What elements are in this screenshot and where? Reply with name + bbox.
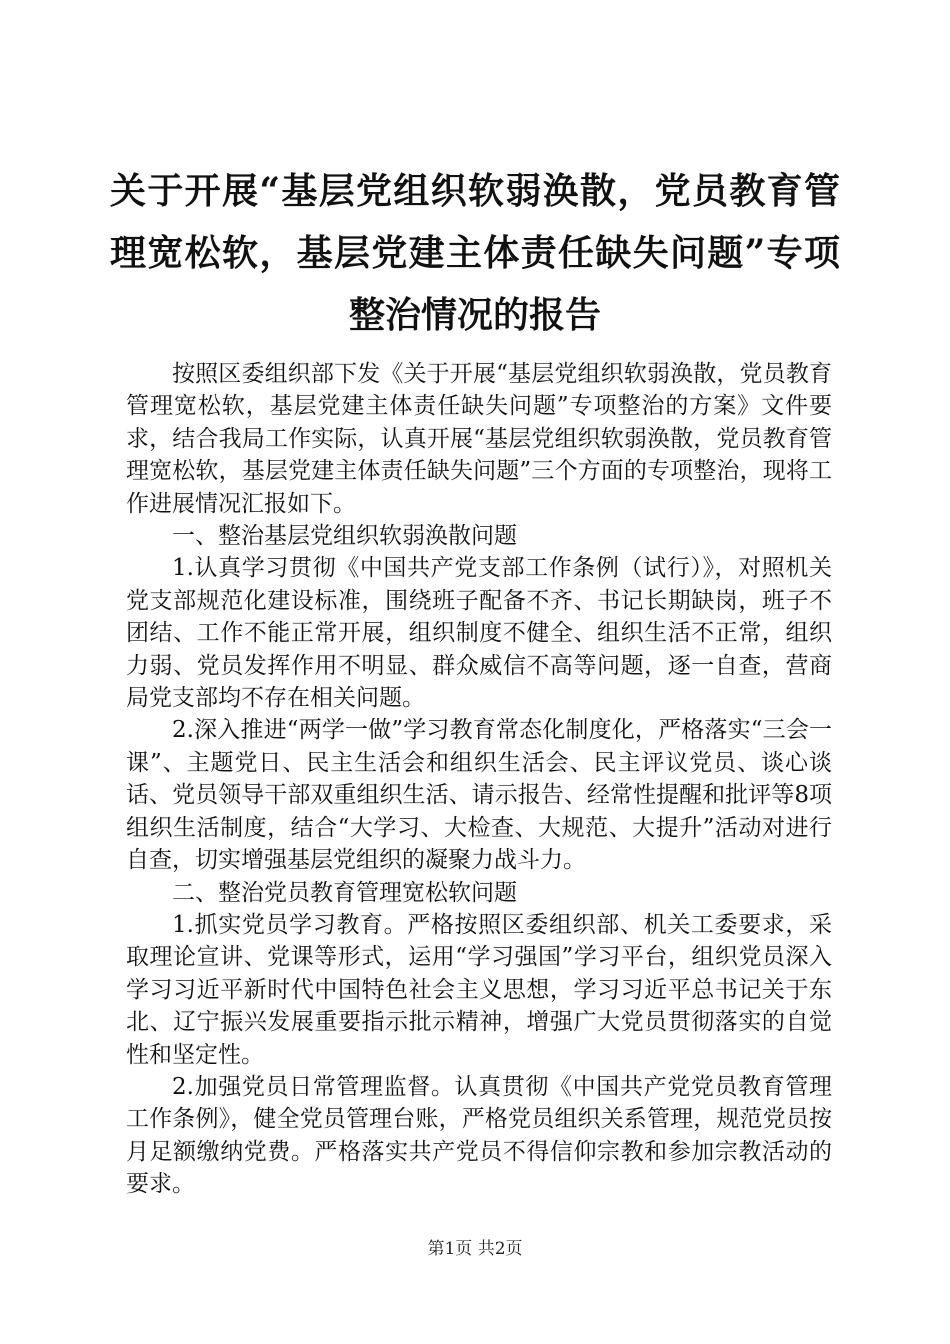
document-body: [126, 358, 832, 1201]
section-2-item-2: 2.加强党员日常管理监督。认真贯彻《中国共产党党员教育管理工作条例》，健全党员管理台账，严格党员组织关系管理，规范党员按月足额缴纳党费。严格落实共产党员不得信仰宗教和参加宗教活动的要求。: [126, 1073, 832, 1198]
page-footer: 第1页 共2页: [427, 1239, 523, 1259]
document-title: 关于开展“基层党组织软弱涣散，党员教育管理宽松软，基层党建主体责任缺失问题”专项整治情况的报告: [110, 170, 840, 336]
section-2-item-1: 1.抓实党员学习教育。严格按照区委组织部、机关工委要求，采取理论宣讲、党课等形式，运用“学习强国”学习平台，组织党员深入学习习近平新时代中国特色社会主义思想，学习习近平总书记关于东北、辽宁振兴发展重要指示批示精神，增强广大党员贯彻落实的自觉性和坚定性。: [126, 911, 832, 1068]
intro-paragraph: 按照区委组织部下发《关于开展“基层党组织软弱涣散，党员教育管理宽松软，基层党建主体责任缺失问题”专项整治的方案》文件要求，结合我局工作实际，认真开展“基层党组织软弱涣散，党员教育管理宽松软，基层党建主体责任缺失问题”三个方面的专项整治，现将工作进展情况汇报如下。: [126, 361, 832, 517]
section-2-heading: 二、整治党员教育管理宽松软问题: [172, 879, 517, 906]
section-1-item-2: 2.深入推进“两学一做”学习教育常态化制度化，严格落实“三会一课”、主题党日、民主生活会和组织生活会、民主评议党员、谈心谈话、党员领导干部双重组织生活、请示报告、经常性提醒和批评等8项组织生活制度，结合“大学习、大检查、大规范、大提升”活动对进行自查，切实增强基层党组织的凝聚力战斗力。: [126, 717, 832, 874]
section-1-item-1: 1.认真学习贯彻《中国共产党支部工作条例（试行）》，对照机关党支部规范化建设标准，围绕班子配备不齐、书记长期缺岗，班子不团结、工作不能正常开展，组织制度不健全、组织生活不正常，组织力弱、党员发挥作用不明显、群众威信不高等问题，逐一自查，营商局党支部均不存在相关问题。: [126, 555, 832, 712]
section-1-heading: 一、整治基层党组织软弱涣散问题: [172, 523, 517, 550]
